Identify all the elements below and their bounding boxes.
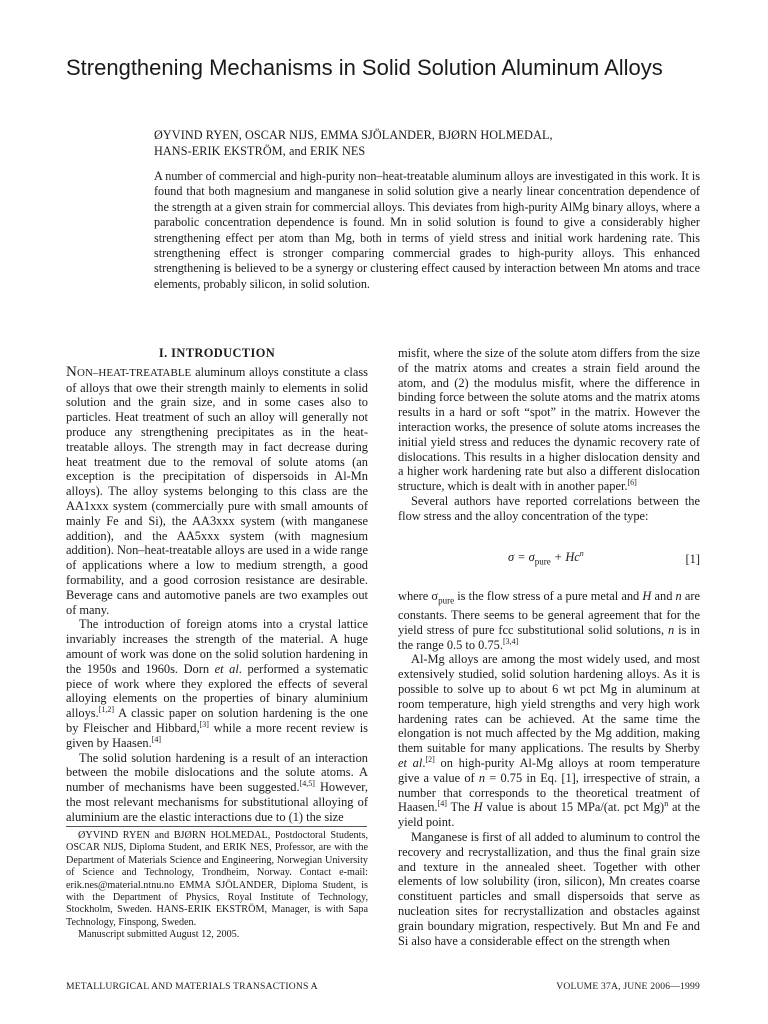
citation[interactable]: [6]: [627, 478, 637, 488]
abstract: A number of commercial and high-purity non–heat-treatable aluminum alloys are investigated in this work. It is found that both magnesium and manganese in solid solution give a nearly linear concentration dependence of the strength at a given strain for commercial alloys. This deviates from high-purity AlMg binary alloys, where a parabolic concentration dependence is found. Mn in solid solution is found to give a considerably higher strengthening effect per atom than Mg, both in terms of yield stress and initial work hardening rate. This strengthening effect is stronger comparing commercial grades to high-purity alloys. This enhanced strengthening is believed to be a synergy or clustering effect caused by interaction between Mn atoms and trace elements, probably silicon, in solid solution.: [154, 169, 700, 291]
citation[interactable]: [3,4]: [502, 636, 519, 646]
submission-footnote: Manuscript submitted August 12, 2005.: [78, 929, 240, 941]
right-column: [398, 346, 700, 948]
intro-paragraph-3: The solid solution hardening is a result of an interaction between the mobile dislocations and the solute atoms. A number of mechanisms have been suggested.[4,5] However, the most relevant mechanisms for substitutional alloying of aluminium are the elastic interactions due to (1) the size: [66, 750, 368, 824]
author-list: [154, 127, 714, 159]
equation-body: $\sigma = \sigma_{pure} + Hc^n$: [508, 548, 584, 567]
small-caps-lead: ON–HEAT-TREATABLE: [77, 366, 192, 379]
left-column: [66, 346, 368, 825]
equation-number: [1]: [685, 551, 700, 566]
citation[interactable]: [3]: [199, 719, 209, 729]
citation[interactable]: [1,2]: [98, 705, 115, 714]
affiliation-footnote: ØYVIND RYEN and BJØRN HOLMEDAL, Postdoctoral Students, OSCAR NIJS, Diploma Student, and ERIK NES, Professor, are with the Department of Materials Science and Engineering, Norwegian University of Science and Technology, Trondheim, Norway. Contact e-mail: erik.nes@material.ntnu.no EMMA SJÖLANDER, Diploma Student, is with the Department of Physics, Royal Institute of Technology, Stockholm, Sweden. HANS-ERIK EKSTRÖM, Manager, is with Sapa Technology, Finspong, Sweden.: [66, 830, 368, 928]
intro-paragraph-7: Al-Mg alloys are among the most widely used, and most extensively studied, solid solution hardening alloys. As it is possible to solve up to about 6 wt pct Mg in aluminum at room temperature, high yield strengths and very high work hardening rates can be achieved. At the same time the elongation is not much affected by the Mg addition, making them suitable for many applications. The results by Sherby et al.[2] on high-purity Al-Mg alloys at room temperature give a value of n = 0.75 in Eq. [1], irrespective of strain, a number that corresponds to the theoretical treatment of Haasen.[4] The H value is about 15 MPa/(at. pct Mg)$^n$ at the yield point.: [398, 652, 700, 830]
drop-cap: N: [66, 363, 78, 380]
article-title: Strengthening Mechanisms in Solid Solution Aluminum Alloys: [66, 55, 663, 80]
author-line: HANS-ERIK EKSTRÖM, and ERIK NES: [154, 144, 366, 158]
journal-name-footer: METALLURGICAL AND MATERIALS TRANSACTIONS A: [66, 981, 318, 992]
citation[interactable]: [4]: [437, 799, 447, 809]
author-line: ØYVIND RYEN, OSCAR NIJS, EMMA SJÖLANDER, BJØRN HOLMEDAL,: [154, 128, 553, 142]
equation-1: [398, 550, 700, 569]
volume-page-footer: VOLUME 37A, JUNE 2006—1999: [556, 981, 700, 992]
intro-paragraph-2: The introduction of foreign atoms into a crystal lattice invariably increases the strength of the material. A huge amount of work was done on the solid solution hardening in the 1950s and 1960s. Dorn et al. performed a systematic piece of work where they explored the effects of several alloying elements on the properties of binary aluminium alloys.[1,2] A classic paper on solution hardening is the one by Fleischer and Hibbard,[3] while a more recent review is given by Haasen.[4]: [66, 617, 368, 750]
footnotes: [66, 830, 368, 942]
citation[interactable]: [2]: [425, 754, 435, 764]
intro-paragraph-8: Manganese is first of all added to aluminum to control the recovery and recrystallization, and thus the final grain size and texture in the annealed sheet. Together with other elements of low solubility (iron, silicon), Mn creates coarse constituent particles and small dispersoids that serve as nucleation sites for recrystallization and obstacles against grain boundary migration, respectively. But Mn and Fe and Si also have a considerable effect on the strength when: [398, 830, 700, 948]
citation[interactable]: [4]: [151, 734, 162, 744]
intro-paragraph-4: misfit, where the size of the solute atom differs from the size of the matrix atoms and creates a strain field around the atom, and (2) the modulus misfit, where the difference in binding force between the solute atoms and the matrix atoms results in a hard or soft “spot” in the matrix. However the interaction works, the presence of solute atoms increases the initial yield stress and reduces the dynamic recovery rate of dislocations. This results in a higher dislocation density and a higher work hardening rate but also a different dislocation structure, which is dealt with in another paper.[6]: [398, 346, 700, 494]
intro-paragraph-1: NON–HEAT-TREATABLE aluminum alloys constitute a class of alloys that owe their strength mainly to elements in solid solution and the grain size, and in some cases also to particles. Heat treatment of such an alloy will generally not produce any strengthening precipitates as in the heat-treatable alloys. The strength may in fact decrease during heat treatment due to the removal of solute atoms (an exception is the precipitation of dispersoids in Al-Mn alloys). The alloy systems belonging to this class are the AA1xxx system (commercially pure with small amounts of mainly Fe and Si), the AA3xxx system (with manganese addition), and the AA5xxx system (with magnesium addition). Non–heat-treatable alloys are used in a wide range of applications where a low to medium strength, a good formability, and a good corrosion resistance are desirable. Beverage cans and automotive panels are two examples out of many.: [66, 363, 368, 617]
intro-paragraph-5: Several authors have reported correlations between the flow stress and the alloy concentration of the type:: [398, 493, 700, 523]
intro-paragraph-6: where $\sigma_{pure}$ is the flow stress of a pure metal and H and n are constants. There seems to be general agreement that for the yield stress of pure fcc substitutional solid solutions, n is in the range 0.5 to 0.75.[3,4]: [398, 588, 700, 652]
footnote-divider: [66, 826, 367, 827]
citation[interactable]: [4,5]: [299, 778, 315, 788]
section-heading: I. INTRODUCTION: [158, 346, 276, 360]
